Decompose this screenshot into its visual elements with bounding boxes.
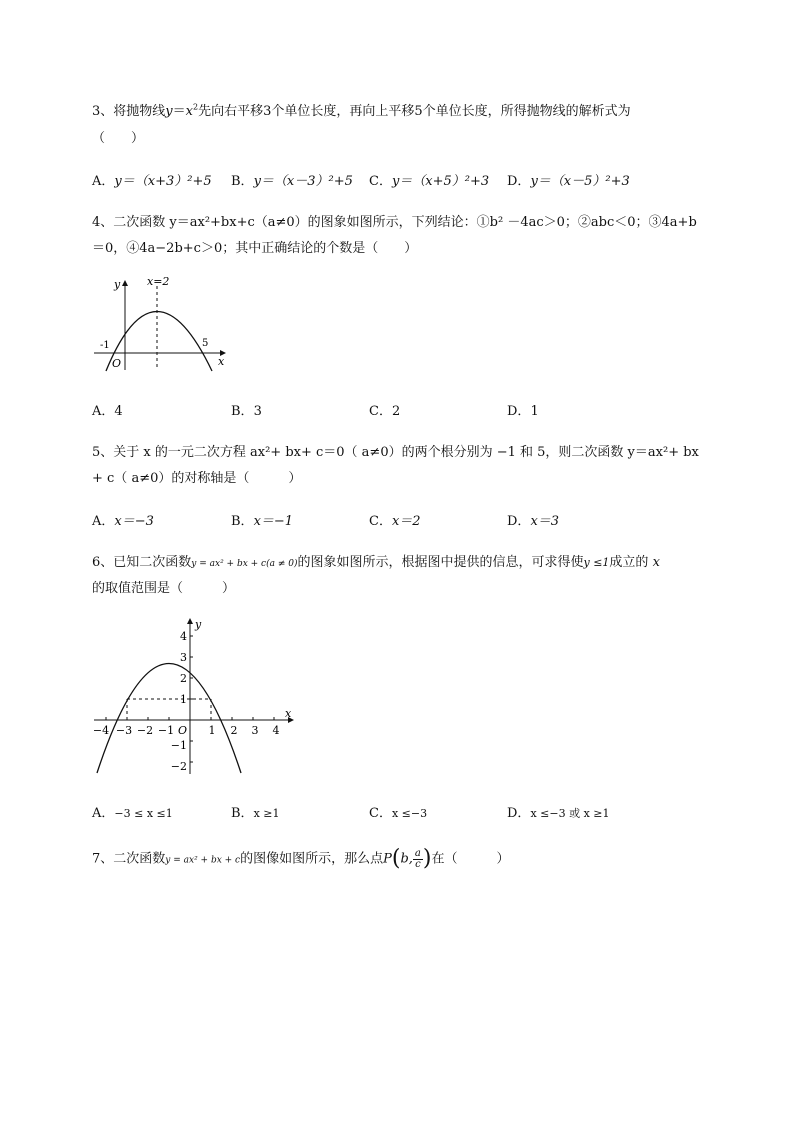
q7-stem: 7、二次函数y = ax² + bx + c的图像如图所示，那么点P(b, $\frac{a}{c}$ )在（ ） (92, 846, 510, 871)
svg-text:−1: −1 (170, 739, 187, 752)
q4-parabola-graph (92, 270, 232, 375)
q4-option-c[interactable]: C．2 (369, 404, 401, 419)
q4-left-root: -1 (100, 340, 110, 351)
q3-option-b[interactable]: B．y＝（x－3）²+5 (231, 174, 353, 189)
q6-option-a[interactable]: A．−3 ≤ x ≤1 (92, 806, 173, 821)
q6-origin: O (178, 724, 188, 737)
q4-stem-line1: 4、二次函数 y＝ax²+bx+c（a≠0）的图象如图所示，下列结论：①b² －4ac＞0；②abc＜0；③4a+b (92, 215, 697, 230)
q6-y-arrow (187, 618, 193, 624)
q7-fraction: $\frac{a}{c}$ (414, 847, 421, 870)
svg-text:4: 4 (272, 724, 280, 737)
svg-text:4: 4 (180, 630, 187, 643)
q4-parabola-curve (106, 312, 212, 372)
svg-text:2: 2 (180, 672, 187, 685)
q5-stem-line1: 5、关于 x 的一元二次方程 ax²+ bx+ c＝0（ a≠0）的两个根分别为 −1 和 5，则二次函数 y＝ax²+ bx (92, 445, 699, 460)
q3-answer-paren: （ ） (92, 131, 145, 146)
svg-text:−2: −2 (136, 724, 154, 737)
q7-right-paren: ) (422, 846, 432, 871)
q4-axis-label: x=2 (147, 275, 170, 288)
q6-x-label: x (285, 707, 292, 720)
q5-option-d[interactable]: D．x＝3 (507, 514, 560, 529)
q4-origin: O (112, 357, 122, 370)
q6-option-d[interactable]: D．x ≤−3 或 x ≥1 (507, 806, 610, 821)
q4-x-label: x (218, 355, 225, 368)
svg-text:−2: −2 (170, 760, 187, 773)
q7-left-paren: ( (391, 846, 401, 871)
svg-text:−3: −3 (115, 724, 133, 737)
q5-option-c[interactable]: C．x＝2 (369, 514, 421, 529)
q6-y-tick-labels (171, 630, 187, 773)
q4-option-d[interactable]: D．1 (507, 404, 539, 419)
q3-stem: 3、将抛物线$y=x^2$先向右平移3个单位长度，再向上平移5个单位长度，所得抛物线的解析式为 (92, 102, 631, 119)
q5-option-a[interactable]: A．x＝−3 (92, 514, 154, 529)
q4-y-label: y (114, 278, 121, 291)
q6-stem-line1: 6、已知二次函数y = ax² + bx + c(a ≠ 0)的图象如图所示，根据图中提供的信息，可求得使y ≤1成立的 x (92, 555, 660, 570)
q6-parabola-graph (90, 616, 300, 778)
q4-y-arrow (122, 280, 128, 286)
q4-option-b[interactable]: B．3 (231, 404, 262, 419)
q6-stem-line2: 的取值范围是（ ） (92, 581, 236, 596)
svg-text:1: 1 (208, 724, 216, 737)
q3-option-c[interactable]: C．y＝（x+5）²+3 (369, 174, 490, 189)
svg-text:1: 1 (180, 693, 187, 706)
svg-text:−4: −4 (92, 724, 110, 737)
q6-option-c[interactable]: C．x ≤−3 (369, 806, 428, 821)
svg-text:−1: −1 (157, 724, 175, 737)
q3-option-a[interactable]: A．y＝（x+3）²+5 (92, 174, 212, 189)
svg-text:2: 2 (230, 724, 238, 737)
svg-text:3: 3 (180, 651, 187, 664)
svg-text:3: 3 (251, 724, 259, 737)
q6-option-b[interactable]: B．x ≥1 (231, 806, 280, 821)
q6-y-label: y (195, 618, 202, 631)
q4-right-root: 5 (202, 338, 209, 349)
q3-option-d[interactable]: D．y＝（x－5）²+3 (507, 174, 630, 189)
q5-option-b[interactable]: B．x＝−1 (231, 514, 294, 529)
q4-option-a[interactable]: A．4 (92, 404, 123, 419)
q5-stem-line2: + c（ a≠0）的对称轴是（ ） (92, 471, 302, 486)
q4-stem-line2: ＝0，④4a−2b+c＞0；其中正确结论的个数是（ ） (92, 241, 418, 256)
